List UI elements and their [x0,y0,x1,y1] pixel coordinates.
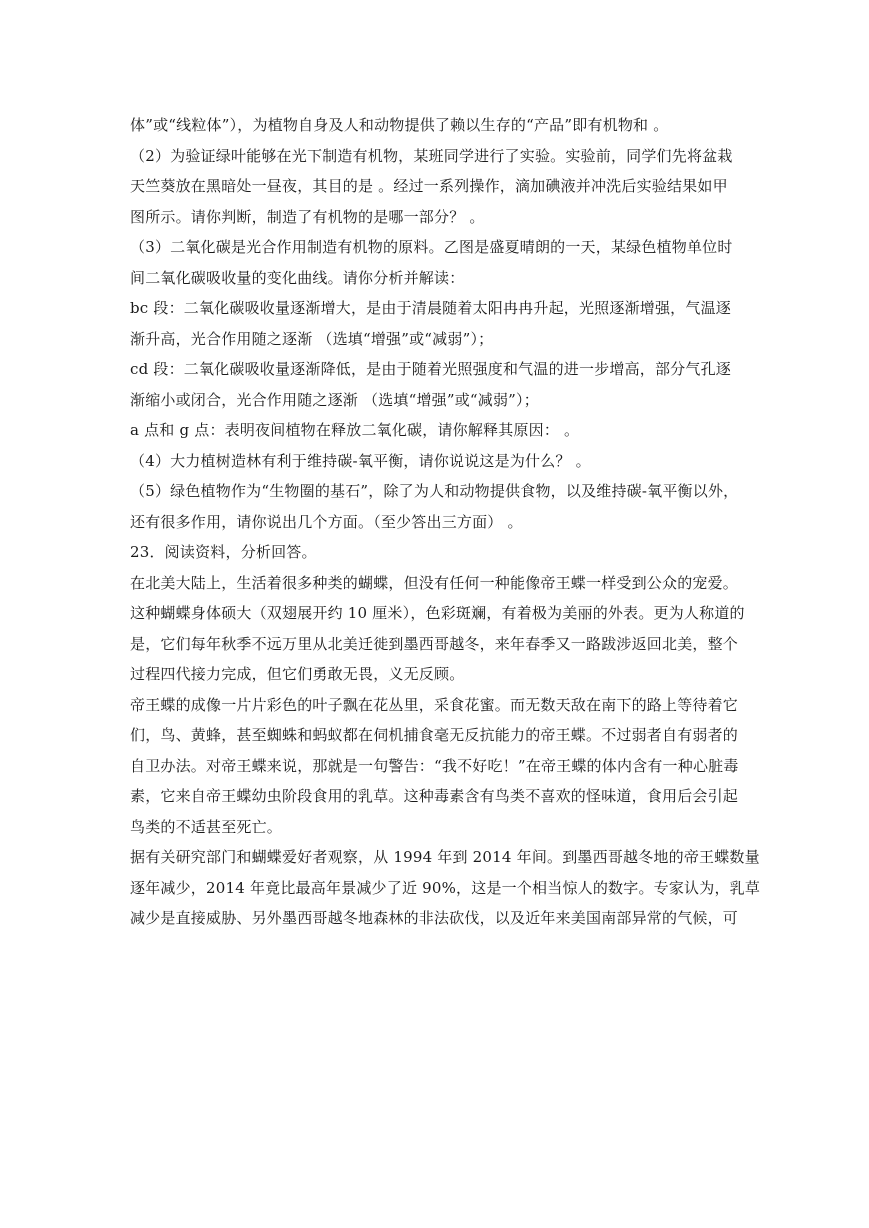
text-line: 在北美大陆上，生活着很多种类的蝴蝶，但没有任何一种能像帝王蝶一样受到公众的宠爱。 [130,573,739,592]
text-line: 逐年减少，2014 年竟比最高年景减少了近 90%，这是一个相当惊人的数字。专家认为，乳草 [130,878,761,897]
text-line: （3）二氧化碳是光合作用制造有机物的原料。乙图是盛夏晴朗的一天，某绿色植物单位时 [130,238,733,256]
text-line: 过程四代接力完成，但它们勇敢无畏，义无反顾。 [130,665,465,683]
text-line: 鸟类的不适甚至死亡。 [130,817,283,836]
text-line: 这种蝴蝶身体硕大（双翅展开约 10 厘米），色彩斑斓，有着极为美丽的外表。更为人称道的 [130,604,745,622]
text-line: 体”或“线粒体”），为植物自身及人和动物提供了赖以生存的“产品”即有机物和 。 [130,116,669,134]
text-line: 素，它来自帝王蝶幼虫阶段食用的乳草。这种毒素含有鸟类不喜欢的怪味道，食用后会引起 [130,787,739,805]
text-line: 是，它们每年秋季不远万里从北美迁徙到墨西哥越冬，来年春季又一路跋涉返回北美，整个 [130,634,739,653]
text-line: 减少是直接威胁、另外墨西哥越冬地森林的非法砍伐，以及近年来美国南部异常的气候，可 [130,909,739,927]
text-line: 还有很多作用，请你说出几个方面。（至少答出三方面） 。 [130,512,523,531]
text-line: 据有关研究部门和蝴蝶爱好者观察，从 1994 年到 2014 年间。到墨西哥越冬地的帝王蝶数量 [130,848,760,866]
text-line: 帝王蝶的成像一片片彩色的叶子飘在花丛里，采食花蜜。而无数天敌在南下的路上等待着它 [130,695,739,714]
text-line: 们，鸟、黄蜂，甚至蜘蛛和蚂蚁都在伺机捕食毫无反抗能力的帝王蝶。不过弱者自有弱者的 [130,726,739,744]
question-heading: 23．阅读资料，分析回答。 [130,543,317,561]
text-line: cd 段：二氧化碳吸收量逐渐降低，是由于随着光照强度和气温的进一步增高，部分气孔逐 [130,360,731,378]
text-line: 渐升高，光合作用随之逐渐 （选填“增强”或“减弱”）； [130,329,494,348]
text-line: a 点和 g 点：表明夜间植物在释放二氧化碳，请你解释其原因： 。 [130,421,580,439]
text-line: 渐缩小或闭合，光合作用随之逐渐 （选填“增强”或“减弱”）； [130,390,539,409]
document-body [130,110,761,934]
text-line: 自卫办法。对帝王蝶来说，那就是一句警告：“我不好吃！”在帝王蝶的体内含有一种心脏毒 [130,756,739,775]
text-line: （4）大力植树造林有利于维持碳-氧平衡，请你说说这是为什么？ 。 [130,451,591,470]
text-line: （5）绿色植物作为“生物圈的基石”，除了为人和动物提供食物，以及维持碳-氧平衡以外， [130,482,739,500]
text-line: 天竺葵放在黑暗处一昼夜，其目的是 。经过一系列操作，滴加碘液并冲洗后实验结果如甲 [130,177,728,195]
text-line: （2）为验证绿叶能够在光下制造有机物，某班同学进行了实验。实验前，同学们先将盆栽 [130,146,733,165]
text-line: 间二氧化碳吸收量的变化曲线。请你分析并解读： [130,268,465,287]
text-line: 图所示。请你判断，制造了有机物的是哪一部分？ 。 [130,207,485,226]
text-line: bc 段：二氧化碳吸收量逐渐增大，是由于清晨随着太阳冉冉升起，光照逐渐增强，气温逐 [130,299,731,317]
